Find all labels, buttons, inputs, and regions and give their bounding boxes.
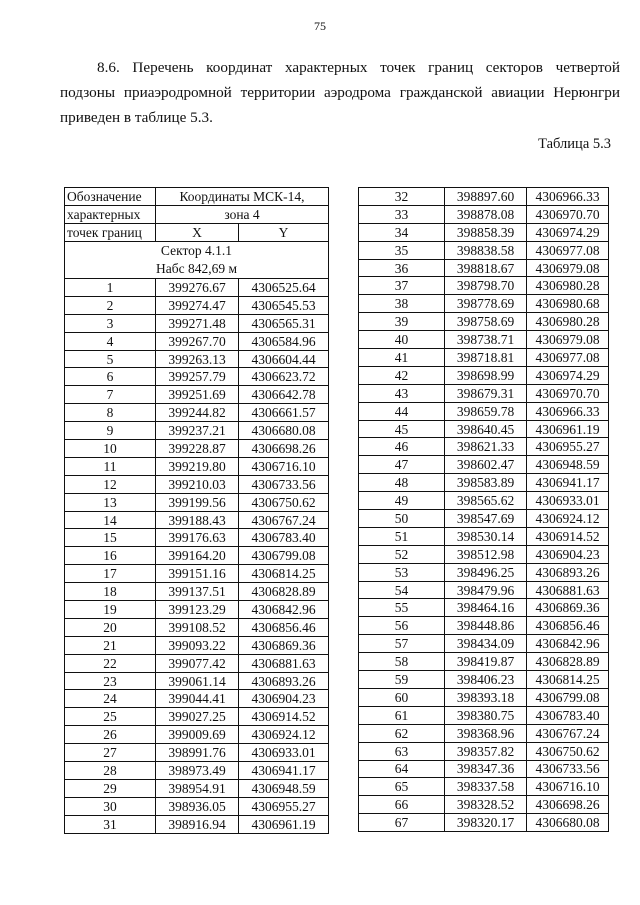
y-coordinate-cell: 4306584.96 bbox=[239, 332, 329, 350]
point-number-cell: 30 bbox=[65, 797, 156, 815]
y-coordinate-cell: 4306799.08 bbox=[527, 688, 609, 706]
point-number-cell: 35 bbox=[359, 241, 445, 259]
x-coordinate-cell: 399219.80 bbox=[156, 457, 239, 475]
table-row bbox=[65, 618, 329, 636]
table-row bbox=[65, 744, 329, 762]
table-row bbox=[359, 205, 609, 223]
intro-paragraph bbox=[60, 55, 620, 130]
x-coordinate-cell: 399244.82 bbox=[156, 404, 239, 422]
point-number-cell: 51 bbox=[359, 527, 445, 545]
point-number-cell: 2 bbox=[65, 296, 156, 314]
header-point-designation: характерных bbox=[65, 206, 156, 224]
point-number-cell: 15 bbox=[65, 529, 156, 547]
x-coordinate-cell: 398738.71 bbox=[445, 331, 527, 349]
table-row bbox=[65, 797, 329, 815]
point-number-cell: 44 bbox=[359, 402, 445, 420]
table-label: Таблица 5.3 bbox=[538, 136, 611, 152]
table-row bbox=[65, 386, 329, 404]
point-number-cell: 32 bbox=[359, 188, 445, 206]
table-row bbox=[65, 762, 329, 780]
point-number-cell: 5 bbox=[65, 350, 156, 368]
y-coordinate-cell: 4306933.01 bbox=[527, 492, 609, 510]
x-coordinate-cell: 399077.42 bbox=[156, 654, 239, 672]
y-coordinate-cell: 4306716.10 bbox=[239, 457, 329, 475]
x-coordinate-cell: 398448.86 bbox=[445, 617, 527, 635]
table-row bbox=[359, 724, 609, 742]
point-number-cell: 19 bbox=[65, 601, 156, 619]
table-row bbox=[65, 815, 329, 833]
x-coordinate-cell: 399151.16 bbox=[156, 565, 239, 583]
point-number-cell: 13 bbox=[65, 493, 156, 511]
point-number-cell: 22 bbox=[65, 654, 156, 672]
point-number-cell: 3 bbox=[65, 314, 156, 332]
point-number-cell: 18 bbox=[65, 583, 156, 601]
x-coordinate-cell: 398778.69 bbox=[445, 295, 527, 313]
sector-row bbox=[65, 242, 329, 279]
table-row bbox=[359, 349, 609, 367]
x-coordinate-cell: 398530.14 bbox=[445, 527, 527, 545]
table-row bbox=[359, 706, 609, 724]
y-coordinate-cell: 4306966.33 bbox=[527, 402, 609, 420]
x-coordinate-cell: 399188.43 bbox=[156, 511, 239, 529]
table-row bbox=[359, 438, 609, 456]
y-coordinate-cell: 4306955.27 bbox=[239, 797, 329, 815]
point-number-cell: 25 bbox=[65, 708, 156, 726]
table-row bbox=[359, 313, 609, 331]
table-row bbox=[359, 796, 609, 814]
y-coordinate-cell: 4306750.62 bbox=[527, 742, 609, 760]
table-row bbox=[65, 440, 329, 458]
table-row bbox=[65, 636, 329, 654]
point-number-cell: 12 bbox=[65, 475, 156, 493]
point-number-cell: 41 bbox=[359, 349, 445, 367]
y-coordinate-cell: 4306893.26 bbox=[239, 672, 329, 690]
page-number: 75 bbox=[314, 19, 326, 33]
y-coordinate-cell: 4306961.19 bbox=[527, 420, 609, 438]
table-row bbox=[65, 475, 329, 493]
coordinates-table-right bbox=[358, 187, 609, 832]
point-number-cell: 10 bbox=[65, 440, 156, 458]
coordinates-table-left bbox=[64, 187, 329, 834]
x-coordinate-cell: 398368.96 bbox=[445, 724, 527, 742]
y-coordinate-cell: 4306979.08 bbox=[527, 259, 609, 277]
y-coordinate-cell: 4306955.27 bbox=[527, 438, 609, 456]
table-row bbox=[65, 332, 329, 350]
point-number-cell: 14 bbox=[65, 511, 156, 529]
x-coordinate-cell: 398878.08 bbox=[445, 205, 527, 223]
table-row bbox=[359, 563, 609, 581]
table-row bbox=[359, 760, 609, 778]
point-number-cell: 65 bbox=[359, 778, 445, 796]
x-coordinate-cell: 398818.67 bbox=[445, 259, 527, 277]
x-coordinate-cell: 398479.96 bbox=[445, 581, 527, 599]
x-coordinate-cell: 399044.41 bbox=[156, 690, 239, 708]
point-number-cell: 64 bbox=[359, 760, 445, 778]
point-number-cell: 23 bbox=[65, 672, 156, 690]
y-coordinate-cell: 4306661.57 bbox=[239, 404, 329, 422]
x-coordinate-cell: 398328.52 bbox=[445, 796, 527, 814]
y-coordinate-cell: 4306948.59 bbox=[527, 456, 609, 474]
x-coordinate-cell: 398337.58 bbox=[445, 778, 527, 796]
point-number-cell: 47 bbox=[359, 456, 445, 474]
x-coordinate-cell: 398512.98 bbox=[445, 545, 527, 563]
table-row bbox=[359, 492, 609, 510]
table-row bbox=[359, 635, 609, 653]
y-coordinate-cell: 4306814.25 bbox=[239, 565, 329, 583]
point-number-cell: 29 bbox=[65, 779, 156, 797]
point-number-cell: 16 bbox=[65, 547, 156, 565]
point-number-cell: 1 bbox=[65, 279, 156, 297]
y-coordinate-cell: 4306941.17 bbox=[527, 474, 609, 492]
x-coordinate-cell: 398718.81 bbox=[445, 349, 527, 367]
x-coordinate-cell: 399237.21 bbox=[156, 422, 239, 440]
table-row bbox=[359, 295, 609, 313]
y-coordinate-cell: 4306842.96 bbox=[527, 635, 609, 653]
table-row bbox=[359, 259, 609, 277]
y-coordinate-cell: 4306941.17 bbox=[239, 762, 329, 780]
table-row bbox=[65, 296, 329, 314]
header-y: Y bbox=[239, 224, 329, 242]
point-number-cell: 43 bbox=[359, 384, 445, 402]
table-row bbox=[359, 420, 609, 438]
x-coordinate-cell: 399267.70 bbox=[156, 332, 239, 350]
table-row bbox=[359, 527, 609, 545]
point-number-cell: 4 bbox=[65, 332, 156, 350]
point-number-cell: 62 bbox=[359, 724, 445, 742]
table-row bbox=[65, 314, 329, 332]
point-number-cell: 52 bbox=[359, 545, 445, 563]
y-coordinate-cell: 4306977.08 bbox=[527, 241, 609, 259]
y-coordinate-cell: 4306623.72 bbox=[239, 368, 329, 386]
y-coordinate-cell: 4306881.63 bbox=[239, 654, 329, 672]
x-coordinate-cell: 398798.70 bbox=[445, 277, 527, 295]
table-row bbox=[359, 331, 609, 349]
y-coordinate-cell: 4306698.26 bbox=[527, 796, 609, 814]
x-coordinate-cell: 398698.99 bbox=[445, 366, 527, 384]
point-number-cell: 46 bbox=[359, 438, 445, 456]
point-number-cell: 8 bbox=[65, 404, 156, 422]
x-coordinate-cell: 398659.78 bbox=[445, 402, 527, 420]
y-coordinate-cell: 4306924.12 bbox=[239, 726, 329, 744]
x-coordinate-cell: 398858.39 bbox=[445, 223, 527, 241]
table-row bbox=[65, 708, 329, 726]
table-row bbox=[65, 779, 329, 797]
table-row bbox=[359, 814, 609, 832]
x-coordinate-cell: 398916.94 bbox=[156, 815, 239, 833]
y-coordinate-cell: 4306980.68 bbox=[527, 295, 609, 313]
y-coordinate-cell: 4306525.64 bbox=[239, 279, 329, 297]
y-coordinate-cell: 4306948.59 bbox=[239, 779, 329, 797]
y-coordinate-cell: 4306904.23 bbox=[239, 690, 329, 708]
table-row bbox=[359, 456, 609, 474]
table-row bbox=[359, 688, 609, 706]
point-number-cell: 60 bbox=[359, 688, 445, 706]
table-row bbox=[65, 368, 329, 386]
x-coordinate-cell: 398936.05 bbox=[156, 797, 239, 815]
x-coordinate-cell: 398357.82 bbox=[445, 742, 527, 760]
table-row bbox=[359, 617, 609, 635]
point-number-cell: 17 bbox=[65, 565, 156, 583]
point-number-cell: 49 bbox=[359, 492, 445, 510]
table-row bbox=[65, 404, 329, 422]
table-row bbox=[359, 223, 609, 241]
point-number-cell: 24 bbox=[65, 690, 156, 708]
y-coordinate-cell: 4306869.36 bbox=[527, 599, 609, 617]
table-row bbox=[359, 510, 609, 528]
table-row bbox=[359, 653, 609, 671]
sector-height: Набс 842,69 м bbox=[155, 261, 238, 276]
y-coordinate-cell: 4306842.96 bbox=[239, 601, 329, 619]
point-number-cell: 36 bbox=[359, 259, 445, 277]
table-row bbox=[359, 366, 609, 384]
x-coordinate-cell: 398621.33 bbox=[445, 438, 527, 456]
point-number-cell: 61 bbox=[359, 706, 445, 724]
table-row bbox=[65, 529, 329, 547]
x-coordinate-cell: 399164.20 bbox=[156, 547, 239, 565]
point-number-cell: 57 bbox=[359, 635, 445, 653]
y-coordinate-cell: 4306966.33 bbox=[527, 188, 609, 206]
point-number-cell: 56 bbox=[359, 617, 445, 635]
table-row bbox=[65, 547, 329, 565]
y-coordinate-cell: 4306767.24 bbox=[527, 724, 609, 742]
x-coordinate-cell: 399027.25 bbox=[156, 708, 239, 726]
table-row bbox=[65, 654, 329, 672]
x-coordinate-cell: 398347.36 bbox=[445, 760, 527, 778]
table-row bbox=[359, 742, 609, 760]
table-row bbox=[65, 422, 329, 440]
y-coordinate-cell: 4306698.26 bbox=[239, 440, 329, 458]
x-coordinate-cell: 398547.69 bbox=[445, 510, 527, 528]
y-coordinate-cell: 4306980.28 bbox=[527, 277, 609, 295]
header-point-designation: точек границ bbox=[65, 224, 156, 242]
point-number-cell: 40 bbox=[359, 331, 445, 349]
sector-name: Сектор 4.1.1 bbox=[160, 243, 233, 258]
x-coordinate-cell: 399263.13 bbox=[156, 350, 239, 368]
y-coordinate-cell: 4306767.24 bbox=[239, 511, 329, 529]
point-number-cell: 45 bbox=[359, 420, 445, 438]
point-number-cell: 31 bbox=[65, 815, 156, 833]
y-coordinate-cell: 4306799.08 bbox=[239, 547, 329, 565]
table-row bbox=[65, 726, 329, 744]
x-coordinate-cell: 399228.87 bbox=[156, 440, 239, 458]
point-number-cell: 7 bbox=[65, 386, 156, 404]
point-number-cell: 6 bbox=[65, 368, 156, 386]
y-coordinate-cell: 4306733.56 bbox=[239, 475, 329, 493]
intro-line: подзоны приаэродромной территории аэродрома гражданской авиации Нерюнгри bbox=[60, 84, 620, 101]
table-row bbox=[65, 690, 329, 708]
table-row bbox=[65, 279, 329, 297]
header-coordinates-system: Координаты МСК-14, bbox=[156, 188, 329, 206]
x-coordinate-cell: 399257.79 bbox=[156, 368, 239, 386]
y-coordinate-cell: 4306893.26 bbox=[527, 563, 609, 581]
x-coordinate-cell: 398406.23 bbox=[445, 671, 527, 689]
point-number-cell: 53 bbox=[359, 563, 445, 581]
table-row bbox=[65, 583, 329, 601]
x-coordinate-cell: 399210.03 bbox=[156, 475, 239, 493]
point-number-cell: 59 bbox=[359, 671, 445, 689]
point-number-cell: 34 bbox=[359, 223, 445, 241]
x-coordinate-cell: 398640.45 bbox=[445, 420, 527, 438]
point-number-cell: 28 bbox=[65, 762, 156, 780]
y-coordinate-cell: 4306856.46 bbox=[239, 618, 329, 636]
y-coordinate-cell: 4306977.08 bbox=[527, 349, 609, 367]
y-coordinate-cell: 4306733.56 bbox=[527, 760, 609, 778]
y-coordinate-cell: 4306856.46 bbox=[527, 617, 609, 635]
x-coordinate-cell: 398393.18 bbox=[445, 688, 527, 706]
header-x: X bbox=[156, 224, 239, 242]
x-coordinate-cell: 398464.16 bbox=[445, 599, 527, 617]
point-number-cell: 67 bbox=[359, 814, 445, 832]
y-coordinate-cell: 4306924.12 bbox=[527, 510, 609, 528]
point-number-cell: 20 bbox=[65, 618, 156, 636]
point-number-cell: 42 bbox=[359, 366, 445, 384]
x-coordinate-cell: 399276.67 bbox=[156, 279, 239, 297]
table-row bbox=[359, 384, 609, 402]
x-coordinate-cell: 398419.87 bbox=[445, 653, 527, 671]
point-number-cell: 33 bbox=[359, 205, 445, 223]
x-coordinate-cell: 399123.29 bbox=[156, 601, 239, 619]
table-row bbox=[359, 241, 609, 259]
x-coordinate-cell: 398679.31 bbox=[445, 384, 527, 402]
y-coordinate-cell: 4306881.63 bbox=[527, 581, 609, 599]
table-row bbox=[65, 493, 329, 511]
y-coordinate-cell: 4306970.70 bbox=[527, 384, 609, 402]
point-number-cell: 58 bbox=[359, 653, 445, 671]
y-coordinate-cell: 4306783.40 bbox=[527, 706, 609, 724]
point-number-cell: 55 bbox=[359, 599, 445, 617]
table-row bbox=[359, 581, 609, 599]
table-row bbox=[65, 457, 329, 475]
table-row bbox=[359, 188, 609, 206]
point-number-cell: 39 bbox=[359, 313, 445, 331]
header-point-designation: Обозначение bbox=[65, 188, 156, 206]
y-coordinate-cell: 4306565.31 bbox=[239, 314, 329, 332]
x-coordinate-cell: 399251.69 bbox=[156, 386, 239, 404]
point-number-cell: 54 bbox=[359, 581, 445, 599]
intro-line: приведен в таблице 5.3. bbox=[60, 109, 213, 126]
x-coordinate-cell: 398758.69 bbox=[445, 313, 527, 331]
x-coordinate-cell: 398954.91 bbox=[156, 779, 239, 797]
y-coordinate-cell: 4306933.01 bbox=[239, 744, 329, 762]
y-coordinate-cell: 4306680.08 bbox=[527, 814, 609, 832]
x-coordinate-cell: 398838.58 bbox=[445, 241, 527, 259]
y-coordinate-cell: 4306980.28 bbox=[527, 313, 609, 331]
header-coordinates-zone: зона 4 bbox=[156, 206, 329, 224]
table-row bbox=[359, 474, 609, 492]
table-row bbox=[65, 672, 329, 690]
x-coordinate-cell: 398897.60 bbox=[445, 188, 527, 206]
x-coordinate-cell: 398973.49 bbox=[156, 762, 239, 780]
table-row bbox=[65, 511, 329, 529]
y-coordinate-cell: 4306545.53 bbox=[239, 296, 329, 314]
y-coordinate-cell: 4306869.36 bbox=[239, 636, 329, 654]
y-coordinate-cell: 4306750.62 bbox=[239, 493, 329, 511]
x-coordinate-cell: 399271.48 bbox=[156, 314, 239, 332]
y-coordinate-cell: 4306974.29 bbox=[527, 366, 609, 384]
point-number-cell: 11 bbox=[65, 457, 156, 475]
point-number-cell: 26 bbox=[65, 726, 156, 744]
y-coordinate-cell: 4306974.29 bbox=[527, 223, 609, 241]
y-coordinate-cell: 4306914.52 bbox=[527, 527, 609, 545]
y-coordinate-cell: 4306642.78 bbox=[239, 386, 329, 404]
x-coordinate-cell: 398496.25 bbox=[445, 563, 527, 581]
point-number-cell: 50 bbox=[359, 510, 445, 528]
table-row bbox=[359, 671, 609, 689]
table-row bbox=[359, 402, 609, 420]
x-coordinate-cell: 398380.75 bbox=[445, 706, 527, 724]
point-number-cell: 21 bbox=[65, 636, 156, 654]
y-coordinate-cell: 4306680.08 bbox=[239, 422, 329, 440]
x-coordinate-cell: 399108.52 bbox=[156, 618, 239, 636]
table-row bbox=[359, 599, 609, 617]
x-coordinate-cell: 398565.62 bbox=[445, 492, 527, 510]
x-coordinate-cell: 399093.22 bbox=[156, 636, 239, 654]
x-coordinate-cell: 398434.09 bbox=[445, 635, 527, 653]
y-coordinate-cell: 4306961.19 bbox=[239, 815, 329, 833]
point-number-cell: 9 bbox=[65, 422, 156, 440]
y-coordinate-cell: 4306904.23 bbox=[527, 545, 609, 563]
point-number-cell: 66 bbox=[359, 796, 445, 814]
x-coordinate-cell: 399199.56 bbox=[156, 493, 239, 511]
x-coordinate-cell: 399176.63 bbox=[156, 529, 239, 547]
y-coordinate-cell: 4306914.52 bbox=[239, 708, 329, 726]
table-row bbox=[359, 277, 609, 295]
y-coordinate-cell: 4306979.08 bbox=[527, 331, 609, 349]
table-row bbox=[65, 601, 329, 619]
y-coordinate-cell: 4306783.40 bbox=[239, 529, 329, 547]
y-coordinate-cell: 4306716.10 bbox=[527, 778, 609, 796]
y-coordinate-cell: 4306814.25 bbox=[527, 671, 609, 689]
x-coordinate-cell: 399274.47 bbox=[156, 296, 239, 314]
table-row bbox=[65, 350, 329, 368]
point-number-cell: 37 bbox=[359, 277, 445, 295]
x-coordinate-cell: 398320.17 bbox=[445, 814, 527, 832]
x-coordinate-cell: 398602.47 bbox=[445, 456, 527, 474]
x-coordinate-cell: 398583.89 bbox=[445, 474, 527, 492]
point-number-cell: 63 bbox=[359, 742, 445, 760]
x-coordinate-cell: 399009.69 bbox=[156, 726, 239, 744]
table-row bbox=[359, 778, 609, 796]
y-coordinate-cell: 4306828.89 bbox=[239, 583, 329, 601]
table-row bbox=[65, 565, 329, 583]
point-number-cell: 38 bbox=[359, 295, 445, 313]
x-coordinate-cell: 399137.51 bbox=[156, 583, 239, 601]
point-number-cell: 27 bbox=[65, 744, 156, 762]
x-coordinate-cell: 399061.14 bbox=[156, 672, 239, 690]
y-coordinate-cell: 4306604.44 bbox=[239, 350, 329, 368]
point-number-cell: 48 bbox=[359, 474, 445, 492]
x-coordinate-cell: 398991.76 bbox=[156, 744, 239, 762]
y-coordinate-cell: 4306828.89 bbox=[527, 653, 609, 671]
y-coordinate-cell: 4306970.70 bbox=[527, 205, 609, 223]
table-row bbox=[359, 545, 609, 563]
intro-line: 8.6. Перечень координат характерных точек границ секторов четвертой bbox=[97, 59, 620, 76]
